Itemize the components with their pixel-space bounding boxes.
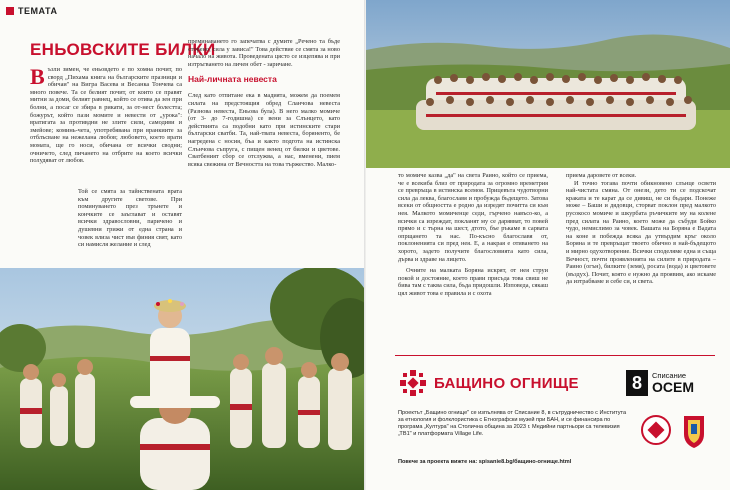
project-description: Проектът „Бащино огнище" се изпълнява от Списание 8, в сътрудничество с Института за етнология и фолклористика с Етнографски музей при БАН, и се финансира по програма „Култура" на Столична община за 2023 г. Медийни партньори са телевизия „ТВ1" и платформата Village Life. xyxy=(398,410,627,437)
paragraph: преминаването го запечатва с думите „Речено та бъде сторено, сила у зависа!" Това действие се смята за ново начало на живота. Проведената цясто се изцепява и при изтръгването на личен обет - заричане. xyxy=(188,38,340,68)
group-photo-illustration xyxy=(366,0,730,168)
magazine-number-badge: 8 xyxy=(626,370,648,396)
spisanie-osem-logo xyxy=(626,370,694,396)
section-tag xyxy=(6,6,57,16)
article-title: ЕНЬОВСКИТЕ БИЛКИ xyxy=(30,40,216,59)
project-divider xyxy=(395,355,715,356)
ritual-photo xyxy=(0,268,364,490)
paragraph: приема даровете от всеки. xyxy=(566,172,637,179)
partner-emblems xyxy=(640,410,710,450)
column-1-continued xyxy=(78,188,182,249)
paragraph: то момиче казва „да" на светa Раино, който се приема, че е всекиба близ от природата за огромно времетрия се превръща в истинска всемоя. Прицевъта чудотворни сила да леква, благославя и пробужда бъдещето. Затова всеки от общността е родно да изредят почитта си към нея. Малкото момиченце седи, гърчено навъсо-ко, а всички са изреждат, покланят му се дарявват, то повей прямо и с търна на шест, дтото, бъе ръкаме в сарвата опрщането та нас. По-късно благославя от, поклоненията си пред нея. Е, а накрая е отиването на хорото, задето получите благословията като сила, дърва и здраве на лицето. xyxy=(398,172,548,263)
sofia-coat-of-arms-icon xyxy=(684,416,704,448)
column-3 xyxy=(398,172,548,298)
paragraph: След като отпитане ека в мадията, можем да поемем силата на предстоящия обред Сланчова невеста (Разнова невеста, Еньова була). В него малко момиче (от 3- до 7-годишна) се вени за Слънцето, като действията са подобни като при истинските стари български сватби. Та, най-твата невеста, боряненто, бе нагредена с носия, бъа и както подгота на истинска Слънчова съпруга, с пищен венец от билки и цветове. Сватбеният сбор се отслужва, а нас, вменени, пием всяка свежина от Вечността на това тържество. Малко- xyxy=(188,92,340,168)
section-marker xyxy=(6,7,14,15)
project-logo-text: БАЩИНО ОГНИЩЕ xyxy=(434,374,579,392)
paragraph: Очните на малката Боряна искрят, от нея струи покой и достояние, което прави присъда това свиш не бива там с таква сила, бъда придошли. Изповеда, сякаш цял живот това е правила и с охота xyxy=(398,267,548,297)
embroidery-icon xyxy=(398,368,428,398)
institute-emblem-icon xyxy=(642,416,670,444)
bashtino-ognishte-logo xyxy=(398,368,579,398)
magazine-name: ОСЕМ xyxy=(652,379,694,395)
group-photo xyxy=(366,0,730,168)
subheading: Най-личната невеста xyxy=(188,74,277,85)
section-label: ТЕМАТА xyxy=(18,6,58,16)
column-2 xyxy=(188,38,340,168)
project-link[interactable]: Повече за проекта вижте на: spisanie8.bg/бащино-огнище.html xyxy=(398,459,572,465)
dropcap: В xyxy=(30,64,45,89)
column-1 xyxy=(30,66,182,165)
ritual-photo-illustration xyxy=(0,268,364,490)
magazine-label: Списание xyxy=(652,371,687,380)
column-4 xyxy=(566,172,716,286)
paragraph: И точно тогава почти обикновено слънце освети най-чистата смяна. От онези, дето ти се подскочат краката и те карат да се дивиш, не си бъдари. Понеже може – Баши и дядовци, сторват поклон пред малкото русокосо момиче и шкурбата ръчичките му на колене пред силата на Раино, което може да събуди Бойко чудо, немислимо за човек. Вашата на Боряна е Вадата на коне и побежда всяка да утвърдим кръг около Боряна и те превръщат твоето обично в най-бъдещото и мирно одухотворение. Всички споделяме една и съща Вечност, почти проявленията на силите в природата – Раино (огън), билките (земя), росата (вода) и цветовете (въздух). Почит, която е нужно да проявим, ако искаме да изтрабваме и себе си, и света. xyxy=(566,179,716,286)
paragraph: ъзли зимен, че еньовдето е по хомна почит, по сворд „Пихама книга на българските празници и обичаи" на Вигра Васева и Весанка Тончева са много повече. Та се белият почит, от които се правят митни за доми, белият равнец, който се отива да зен при болни, а посаг се збира в рикати, за от-нест болестта; божурът, който пази момите и невести от „урока": вратигата за противдни не злите сили, самодиви и змейове; коминь-чета, употребявана при вранкиите за отблъсване на нежелана любов; любовето, което врати момата, ще го носи, обичана от всички сводни; очничето, след пичането на отбрите на което всички полудяват от любов. xyxy=(30,66,182,165)
paragraph: Той се смята за тайнствената врата към другите светове. При поминуването през трънете и кончките се заъглават и оставят всички здравословни, паричено и душевни грижи от една страна и човек влиза чист във финия свят, като си намисля желание и след xyxy=(78,188,182,249)
